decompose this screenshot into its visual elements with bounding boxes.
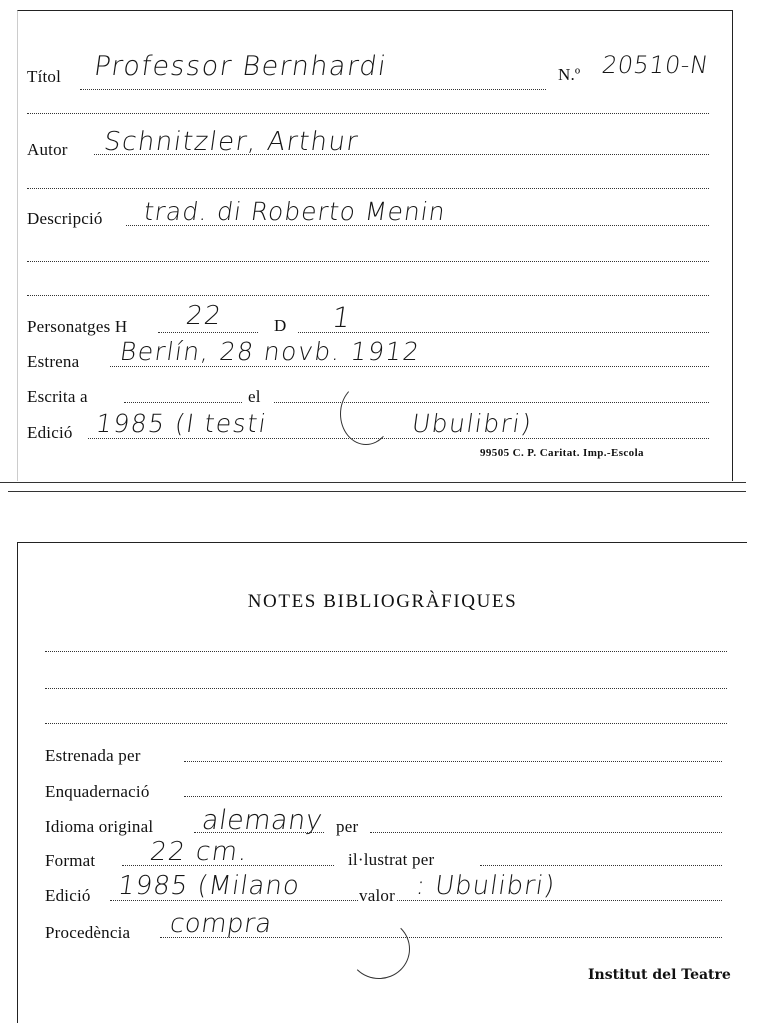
enquadernacio-line [184, 796, 722, 797]
autor-label: Autor [27, 140, 68, 159]
back-card-title: NOTES BIBLIOGRÀFIQUES [247, 591, 518, 612]
institution-stamp: Institut del Teatre [588, 967, 731, 983]
personatges-d-line [298, 332, 709, 333]
el-line [274, 402, 709, 403]
estrenada-line [184, 761, 722, 762]
estrena-value: Berlín, 28 novb. 1912 [118, 337, 423, 366]
back-edicio-value: 1985 (Milano [116, 871, 302, 901]
edicio-label: Edició [27, 423, 73, 442]
catalog-card-back [17, 542, 747, 1023]
descripcio-value: trad. di Roberto Menin [142, 197, 448, 226]
punch-hole-mark-back [348, 919, 410, 979]
procedencia-value: compra [168, 909, 274, 939]
format-label: Format [45, 851, 96, 870]
idioma-per-label: per [336, 817, 359, 836]
personatges-h-value: 22 [184, 301, 225, 331]
notes-line-3 [45, 723, 727, 724]
notes-line-2 [45, 688, 727, 689]
personatges-d-value: 1 [330, 301, 354, 334]
card-separator-bottom [8, 491, 746, 492]
edicio-line [88, 438, 709, 439]
format-value: 22 cm. [148, 837, 251, 867]
back-edicio-label: Edició [45, 886, 91, 905]
el-label: el [248, 387, 261, 406]
blank-line-2 [27, 188, 709, 189]
numero-value: 20510-N [600, 51, 711, 79]
escrita-line [124, 402, 242, 403]
idioma-per-line [370, 832, 722, 833]
titol-value: Professor Bernhardi [92, 51, 390, 82]
escrita-label: Escrita a [27, 387, 88, 406]
card-separator-top [0, 482, 746, 483]
titol-line [80, 89, 546, 90]
illustrat-label: il·lustrat per [348, 850, 435, 869]
titol-label: Títol [27, 67, 62, 86]
estrena-line [110, 366, 709, 367]
blank-line-4 [27, 295, 709, 296]
blank-line-3 [27, 261, 709, 262]
edicio-value: 1985 (I testi [94, 409, 270, 438]
back-edicio-publisher: : Ubulibri) [414, 871, 558, 901]
autor-value: Schnitzler, Arthur [102, 127, 361, 157]
personatges-label: Personatges H [27, 317, 128, 336]
valor-label: valor [359, 886, 395, 905]
enquadernacio-label: Enquadernació [45, 782, 150, 801]
idioma-value: alemany [200, 805, 325, 836]
personatges-h-line [158, 332, 258, 333]
blank-line-1 [27, 113, 709, 114]
punch-hole-mark [340, 383, 392, 445]
notes-line-1 [45, 651, 727, 652]
procedencia-label: Procedència [45, 923, 131, 942]
numero-label: N.º [558, 65, 581, 84]
printer-imprint: 99505 C. P. Caritat. Imp.-Escola [480, 447, 644, 459]
edicio-publisher: Ubulibri) [410, 409, 535, 438]
estrenada-label: Estrenada per [45, 746, 141, 765]
descripcio-label: Descripció [27, 209, 103, 228]
catalog-card-front [17, 10, 733, 481]
illustrat-line [480, 865, 722, 866]
personatges-d-label: D [274, 316, 287, 335]
estrena-label: Estrena [27, 352, 80, 371]
idioma-label: Idioma original [45, 817, 154, 836]
